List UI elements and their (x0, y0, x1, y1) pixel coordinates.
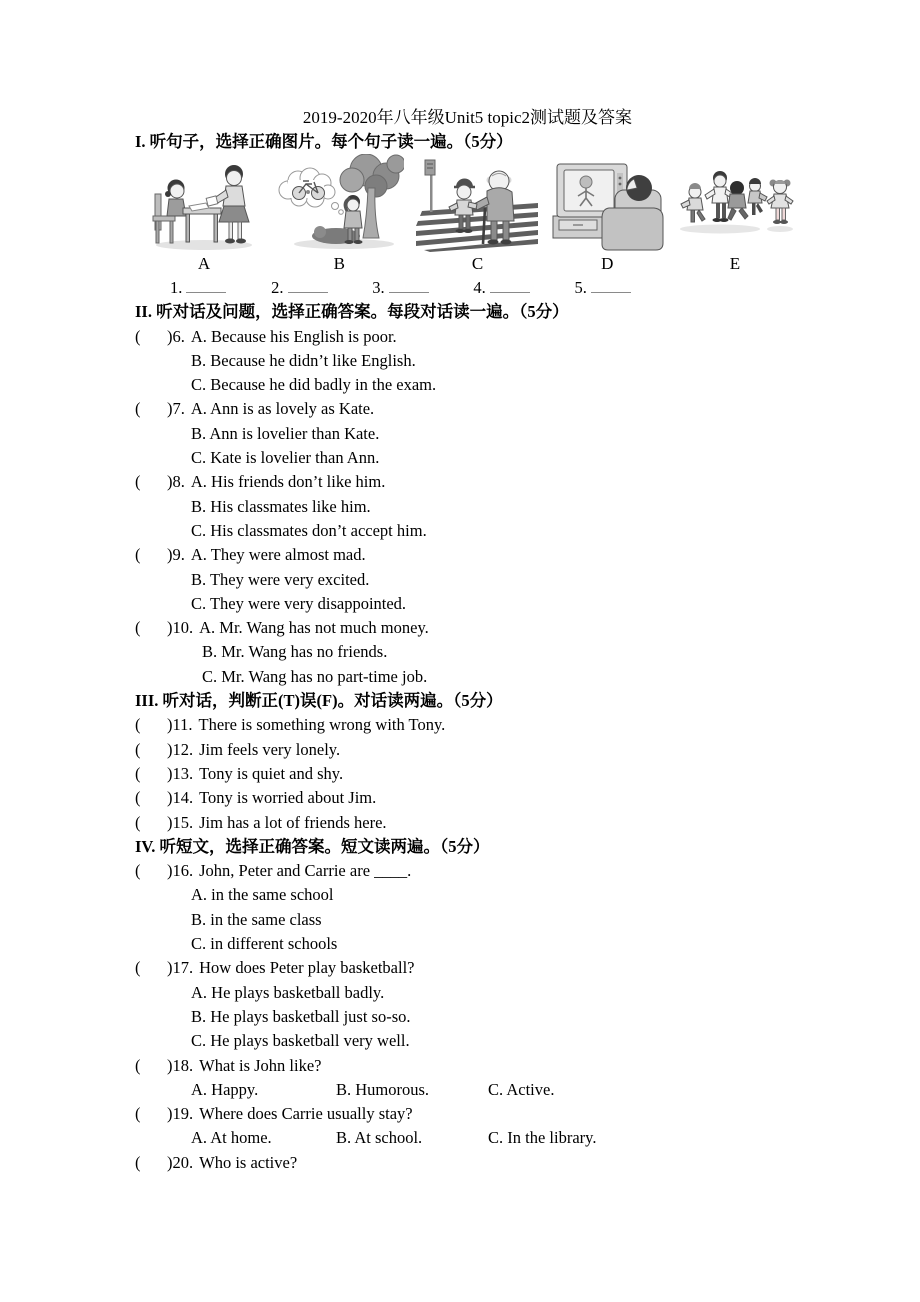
question-9-option-c: C. They were very disappointed. (191, 593, 407, 613)
answer-bracket: ( (135, 715, 141, 735)
question-18: ( )18. What is John like? (135, 1054, 800, 1078)
question-17: ( )17. How does Peter play basketball? (135, 956, 800, 980)
question-8: ( )8. A. His friends don’t like him. (135, 470, 800, 494)
statement-15: ( )15. Jim has a lot of friends here. (135, 811, 800, 835)
question-17-option-a: A. He plays basketball badly. (191, 982, 385, 1002)
question-17-option-b: B. He plays basketball just so-so. (191, 1006, 411, 1026)
statement-11: ( )11. There is something wrong with Tony. (135, 713, 800, 737)
answer-blank-4: 4. (473, 276, 570, 300)
question-19: ( )19. Where does Carrie usually stay? (135, 1102, 800, 1126)
question-18-option-b: B. Humorous. (336, 1079, 430, 1099)
picture-label-c: C (471, 254, 484, 274)
blank-underline (288, 287, 328, 293)
answer-bracket: ( (135, 326, 141, 346)
blank-underline (591, 287, 631, 293)
question-19-option-b: B. At school. (336, 1128, 423, 1148)
question-19-option-a: A. At home. (191, 1128, 272, 1148)
question-19-option-c: C. In the library. (488, 1128, 597, 1148)
page-title: 2019-2020年八年级Unit5 topic2测试题及答案 (302, 108, 633, 127)
answer-blank-2: 2. (271, 276, 368, 300)
question-18-options (135, 1078, 800, 1102)
answer-blank-3: 3. (372, 276, 469, 300)
picture-e (675, 166, 795, 236)
question-16-option-b: B. in the same class (191, 909, 322, 929)
question-17-option-c: C. He plays basketball very well. (191, 1031, 410, 1051)
question-10: ( )10. A. Mr. Wang has not much money. (135, 616, 800, 640)
picture-letter-row (145, 252, 795, 276)
section-dialog-questions (135, 300, 800, 689)
answer-bracket: ( (135, 618, 141, 638)
question-7-option-c: C. Kate is lovelier than Ann. (191, 448, 380, 468)
picture-label-a: A (197, 254, 211, 274)
question-20: ( )20. Who is active? (135, 1151, 800, 1175)
question-8-option-b: B. His classmates like him. (191, 496, 371, 516)
question-7-option-b: B. Ann is lovelier than Kate. (191, 423, 380, 443)
section-3-header: III. 听对话，判断正(T)误(F)。对话读两遍。（5分） (135, 691, 503, 711)
answer-blank-row (135, 276, 800, 300)
tree-boy-bicycle-thought-illustration (274, 154, 404, 252)
children-playing-illustration (675, 166, 795, 236)
question-6-option-b: B. Because he didn’t like English. (191, 350, 416, 370)
answer-bracket: ( (135, 1104, 141, 1124)
answer-bracket: ( (135, 788, 141, 808)
question-19-options (135, 1126, 800, 1150)
question-9-option-b: B. They were very excited. (191, 569, 370, 589)
picture-a (145, 154, 263, 252)
picture-c (416, 154, 540, 252)
statement-14: ( )14. Tony is worried about Jim. (135, 786, 800, 810)
answer-bracket: ( (135, 812, 141, 832)
section-2-header: II. 听对话及问题，选择正确答案。每段对话读一遍。（5分） (135, 302, 569, 322)
question-18-option-c: C. Active. (488, 1079, 555, 1099)
question-18-option-a: A. Happy. (191, 1079, 259, 1099)
statement-12: ( )12. Jim feels very lonely. (135, 738, 800, 762)
blank-underline (186, 287, 226, 293)
answer-bracket: ( (135, 1152, 141, 1172)
section-1-header: I. 听句子，选择正确图片。每个句子读一遍。（5分） (135, 132, 513, 151)
question-16: ( )16. John, Peter and Carrie are ____. (135, 859, 800, 883)
question-16-option-a: A. in the same school (191, 885, 334, 905)
question-6-option-c: C. Because he did badly in the exam. (191, 375, 437, 395)
answer-blank-1: 1. (170, 276, 267, 300)
question-9: ( )9. A. They were almost mad. (135, 543, 800, 567)
section-true-false (135, 689, 800, 835)
statement-13: ( )13. Tony is quiet and shy. (135, 762, 800, 786)
crosswalk-old-man-child-illustration (416, 154, 540, 252)
picture-d (551, 156, 664, 252)
answer-bracket: ( (135, 1055, 141, 1075)
answer-bracket: ( (135, 739, 141, 759)
question-8-option-c: C. His classmates don’t accept him. (191, 520, 427, 540)
blank-underline (490, 287, 530, 293)
picture-row (145, 154, 795, 252)
answer-bracket: ( (135, 399, 141, 419)
answer-bracket: ( (135, 958, 141, 978)
answer-bracket: ( (135, 545, 141, 565)
question-10-option-c: C. Mr. Wang has no part-time job. (202, 666, 428, 686)
answer-bracket: ( (135, 763, 141, 783)
answer-bracket: ( (135, 472, 141, 492)
answer-bracket: ( (135, 861, 141, 881)
picture-b (274, 154, 404, 252)
section-4-header: IV. 听短文，选择正确答案。短文读两遍。（5分） (135, 836, 490, 856)
answer-blank-5: 5. (575, 276, 672, 300)
section-passage-questions (135, 835, 800, 1175)
question-16-option-c: C. in different schools (191, 934, 338, 954)
question-6: ( )6. A. Because his English is poor. (135, 325, 800, 349)
picture-label-d: D (601, 254, 614, 274)
boy-watching-tv-illustration (551, 156, 664, 252)
picture-label-b: B (333, 254, 345, 274)
section-listening-pictures (135, 130, 800, 300)
blank-underline (389, 287, 429, 293)
picture-label-e: E (729, 254, 741, 274)
question-7: ( )7. A. Ann is as lovely as Kate. (135, 397, 800, 421)
teacher-student-desk-illustration (145, 154, 263, 252)
question-10-option-b: B. Mr. Wang has no friends. (202, 642, 388, 662)
